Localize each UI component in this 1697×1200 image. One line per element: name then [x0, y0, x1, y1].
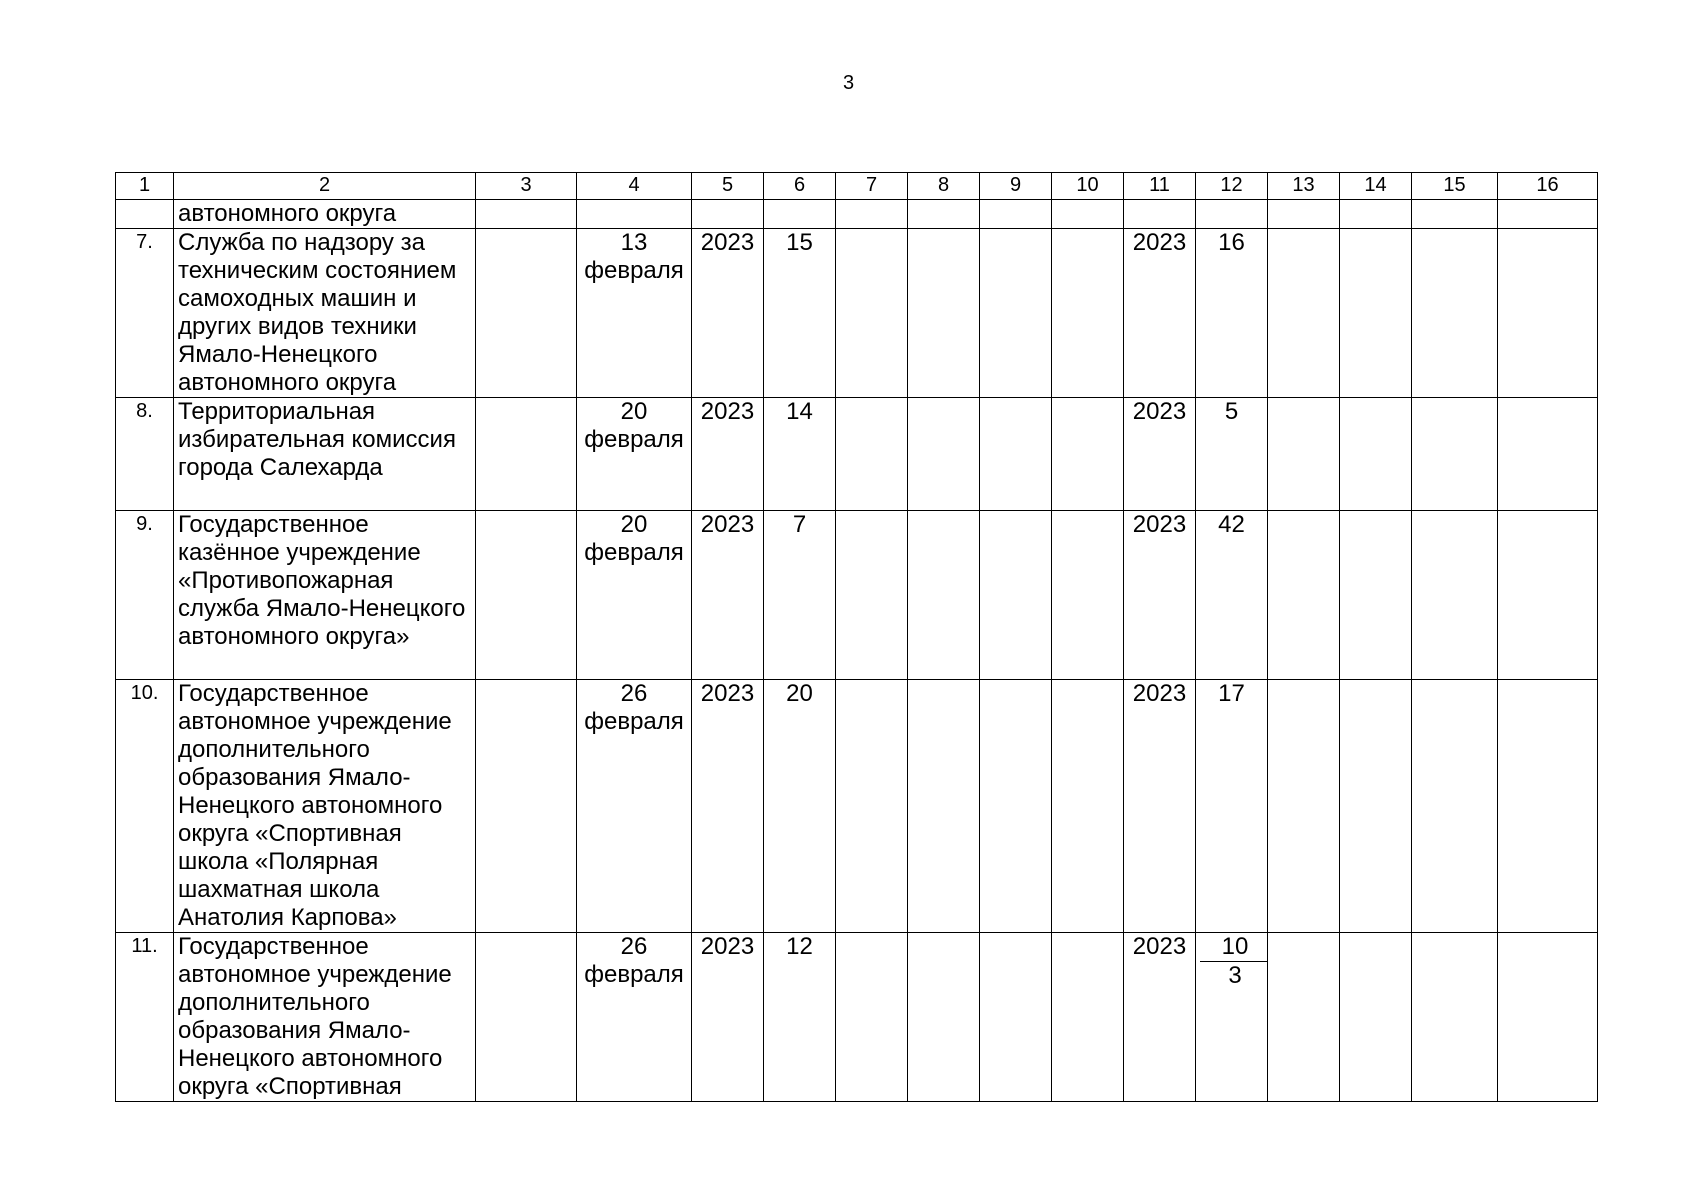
count-cell: 16 — [1196, 229, 1268, 398]
column-number: 4 — [577, 173, 692, 200]
date-day: 26 — [620, 933, 648, 960]
organization-name: Территориальная избирательная комиссия города Салехарда — [174, 398, 476, 511]
column-number: 2 — [174, 173, 476, 200]
count-cell: 15 — [764, 229, 836, 398]
date-day: 13 — [620, 229, 648, 256]
date-cell — [577, 511, 692, 680]
date-month: февраля — [584, 539, 684, 566]
row-number: 11. — [116, 933, 174, 1102]
organization-name: Государственное автономное учреждение дополнительного образования Ямало-Ненецкого автономного округа «Спортивная — [174, 933, 476, 1102]
date-cell — [577, 680, 692, 933]
date-cell — [577, 933, 692, 1102]
column-number-row — [116, 173, 1598, 200]
date-month: февраля — [584, 257, 684, 284]
row-number: 10. — [116, 680, 174, 933]
organization-name: Государственное автономное учреждение дополнительного образования Ямало-Ненецкого автономного округа «Спортивная школа «Полярная шахматная школа Анатолия Карпова» — [174, 680, 476, 933]
year-cell: 2023 — [1124, 229, 1196, 398]
date-month: февраля — [584, 708, 684, 735]
date-cell — [577, 398, 692, 511]
column-number: 10 — [1052, 173, 1124, 200]
column-number: 12 — [1196, 173, 1268, 200]
row-number: 7. — [116, 229, 174, 398]
row-number: 8. — [116, 398, 174, 511]
table-row — [116, 398, 1598, 511]
fraction — [1200, 933, 1268, 990]
column-number: 5 — [692, 173, 764, 200]
page-number: 3 — [842, 72, 855, 94]
count-cell: 7 — [764, 511, 836, 680]
year-cell: 2023 — [1124, 933, 1196, 1102]
column-number: 6 — [764, 173, 836, 200]
year-cell: 2023 — [692, 680, 764, 933]
count-cell: 5 — [1196, 398, 1268, 511]
count-cell: 17 — [1196, 680, 1268, 933]
register-table — [115, 172, 1598, 1102]
continuation-row — [116, 200, 1598, 229]
table-row — [116, 229, 1598, 398]
year-cell: 2023 — [1124, 680, 1196, 933]
count-cell: 42 — [1196, 511, 1268, 680]
column-number: 16 — [1498, 173, 1598, 200]
date-month: февраля — [584, 426, 684, 453]
year-cell: 2023 — [1124, 398, 1196, 511]
organization-name: Государственное казённое учреждение «Противопожарная служба Ямало-Ненецкого автономного округа» — [174, 511, 476, 680]
table-row — [116, 511, 1598, 680]
column-number: 8 — [908, 173, 980, 200]
column-number: 14 — [1340, 173, 1412, 200]
column-number: 11 — [1124, 173, 1196, 200]
date-day: 20 — [620, 398, 648, 425]
count-cell: 12 — [764, 933, 836, 1102]
column-number: 7 — [836, 173, 908, 200]
table-row — [116, 933, 1598, 1102]
column-number: 9 — [980, 173, 1052, 200]
table-row — [116, 680, 1598, 933]
date-cell — [577, 229, 692, 398]
column-number: 15 — [1412, 173, 1498, 200]
column-number: 13 — [1268, 173, 1340, 200]
row-number: 9. — [116, 511, 174, 680]
date-day: 20 — [620, 511, 648, 538]
date-day: 26 — [620, 680, 648, 707]
fraction-cell — [1196, 933, 1268, 1102]
column-number: 1 — [116, 173, 174, 200]
continuation-text: автономного округа — [174, 200, 476, 229]
date-month: февраля — [584, 961, 684, 988]
column-number: 3 — [476, 173, 577, 200]
year-cell: 2023 — [692, 511, 764, 680]
organization-name: Служба по надзору за техническим состоянием самоходных машин и других видов техники Ямало-Ненецкого автономного округа — [174, 229, 476, 398]
count-cell: 20 — [764, 680, 836, 933]
fraction-denominator: 3 — [1228, 962, 1242, 989]
year-cell: 2023 — [692, 229, 764, 398]
year-cell: 2023 — [692, 933, 764, 1102]
year-cell: 2023 — [1124, 511, 1196, 680]
fraction-numerator: 10 — [1200, 933, 1268, 962]
count-cell: 14 — [764, 398, 836, 511]
year-cell: 2023 — [692, 398, 764, 511]
